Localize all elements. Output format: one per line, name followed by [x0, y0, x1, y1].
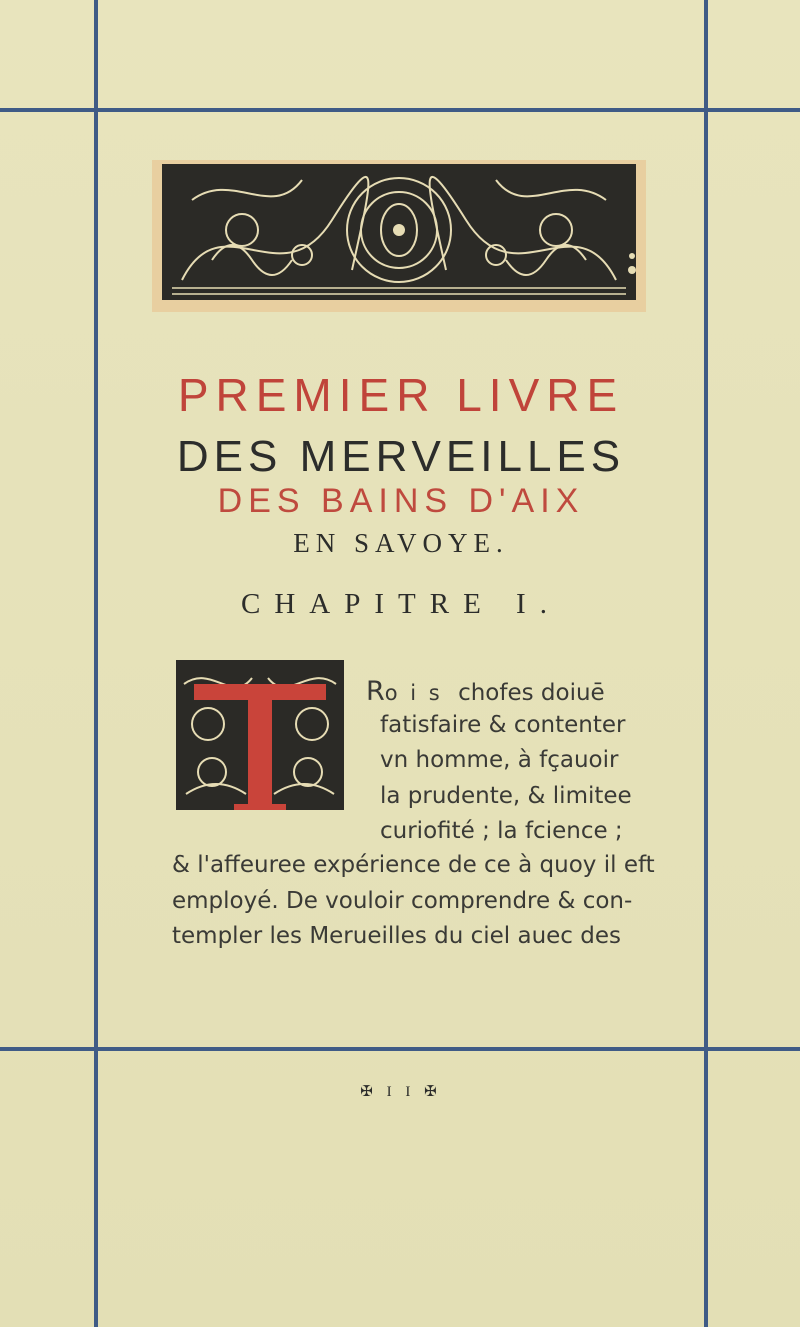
historiated-initial-icon — [172, 654, 348, 820]
text-line-4: la prudente, & limitee — [380, 783, 632, 809]
text-line-2: fatisfaire & contenter — [380, 712, 626, 738]
initial-letter: R — [366, 676, 385, 707]
text-line-8: templer les Merueilles du ciel auec des — [172, 923, 621, 949]
frame-rule-left — [94, 0, 98, 1327]
title-line-4: EN SAVOYE. — [293, 528, 509, 558]
text-line-7: employé. De vouloir comprendre & con- — [172, 888, 633, 914]
frame-rule-bottom — [0, 1047, 800, 1051]
title-line-1: PREMIER LIVRE — [177, 369, 625, 421]
title-line-2: DES MERVEILLES — [176, 432, 626, 481]
folio-page-number: ✠ I I ✠ — [360, 1084, 442, 1100]
title-line-3: DES BAINS D'AIX — [217, 482, 585, 520]
text-line-5: curiofité ; la fcience ; — [380, 818, 623, 844]
first-word-rest: o i s — [384, 681, 443, 705]
frame-rule-top — [0, 108, 800, 112]
frame-rule-right — [704, 0, 708, 1327]
text-line-3: vn homme, à fçauoir — [380, 747, 619, 773]
text-line-1 — [366, 676, 605, 707]
text-line-1-rest: chofes doiuē — [458, 680, 605, 706]
chapter-heading: CHAPITRE I. — [241, 588, 561, 620]
ornamental-headpiece-icon — [152, 160, 646, 312]
text-line-6: & l'affeuree expérience de ce à quoy il eft — [172, 852, 655, 878]
